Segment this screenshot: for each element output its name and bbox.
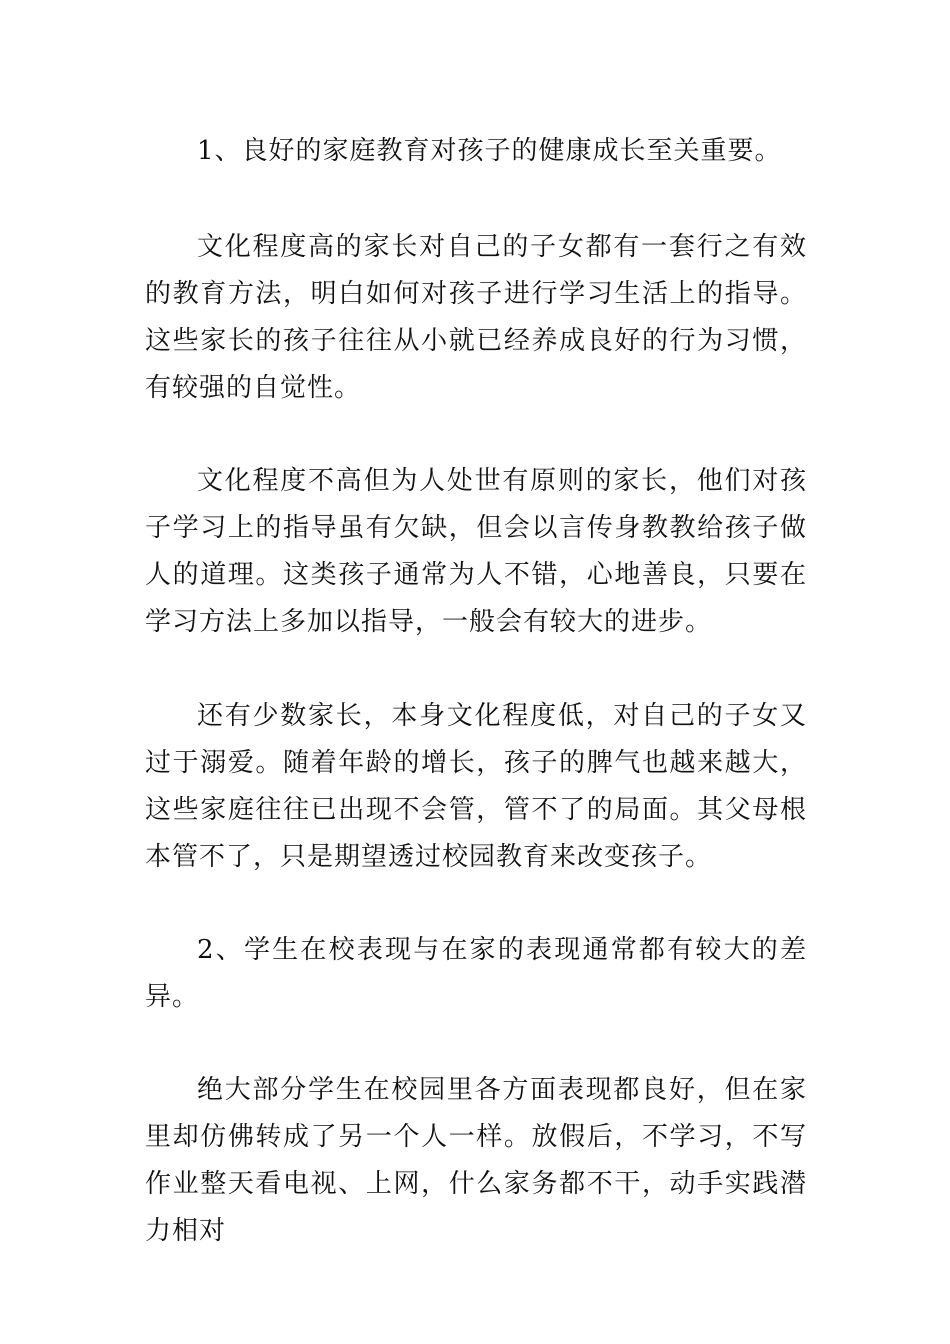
paragraph-high-education-parents: 文化程度高的家长对自己的子女都有一套行之有效的教育方法，明白如何对孩子进行学习生活上的指导。这些家长的孩子往往从小就已经养成良好的行为习惯，有较强的自觉性。 [145,232,807,403]
paragraph-school-vs-home: 绝大部分学生在校园里各方面表现都良好，但在家里却仿佛转成了另一个人一样。放假后，不学习，不写作业整天看电视、上网，什么家务都不干，动手实践潜力相对 [145,1075,807,1246]
paragraph-principled-parents: 文化程度不高但为人处世有原则的家长，他们对孩子学习上的指导虽有欠缺，但会以言传身教教给孩子做人的道理。这类孩子通常为人不错，心地善良，只要在学习方法上多加以指导，一般会有较大的进步。 [145,466,807,637]
section-heading-2: 2、学生在校表现与在家的表现通常都有较大的差异。 [145,935,807,1012]
paragraph-doting-parents: 还有少数家长，本身文化程度低，对自己的子女又过于溺爱。随着年龄的增长，孩子的脾气也越来越大，这些家庭往往已出现不会管，管不了的局面。其父母根本管不了，只是期望透过校园教育来改变孩子。 [145,701,807,872]
section-heading-1: 1、良好的家庭教育对孩子的健康成长至关重要。 [197,136,782,166]
